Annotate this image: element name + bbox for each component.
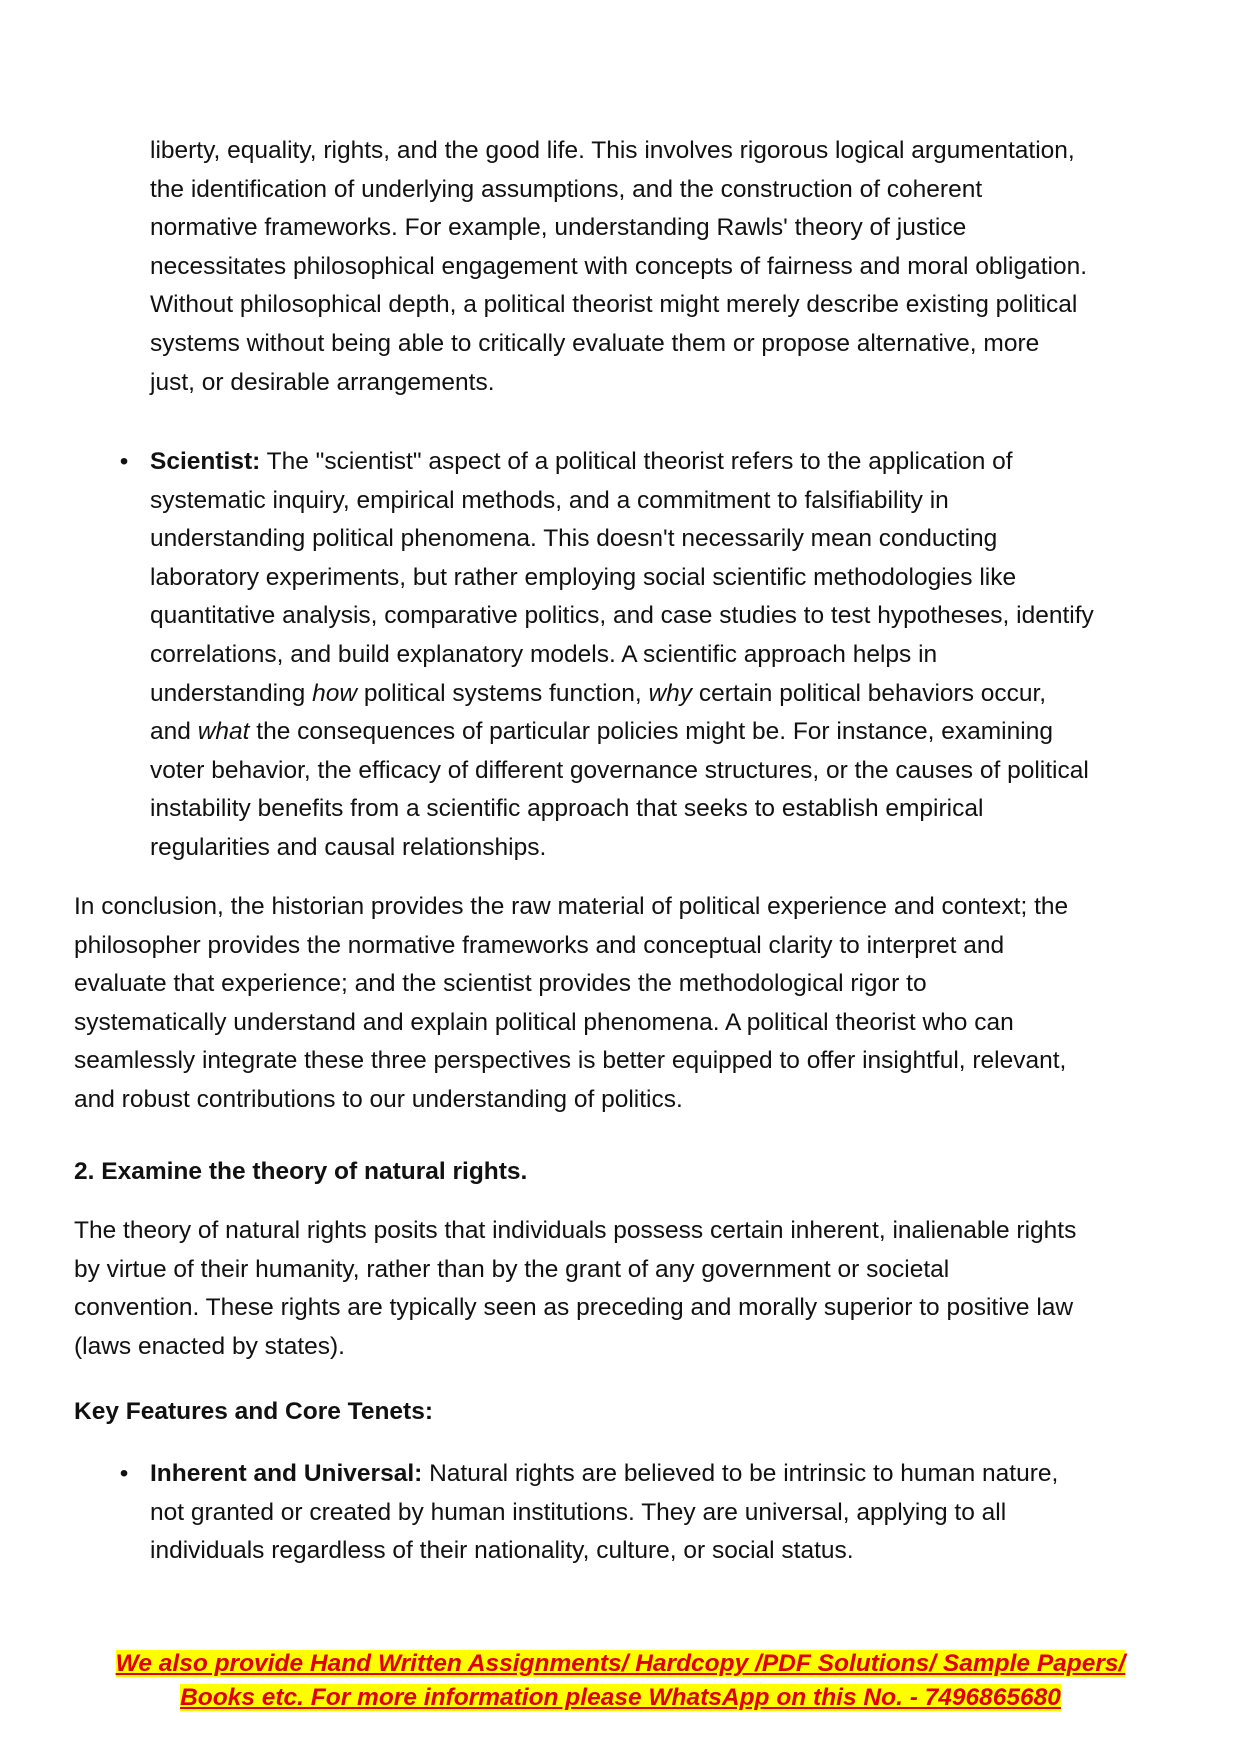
text-span: political systems function,	[357, 679, 649, 707]
emphasis-how: how	[312, 679, 358, 707]
text-line: individuals regardless of their nationality, culture, or social status.	[150, 1537, 854, 1565]
text-line: systematically understand and explain political phenomena. A political theorist who can	[74, 1008, 1014, 1036]
text-line: and robust contributions to our understanding of politics.	[74, 1085, 683, 1113]
natural-rights-intro	[74, 1212, 1190, 1366]
text-line	[150, 443, 1190, 482]
text-line: voter behavior, the efficacy of different governance structures, or the causes of political	[150, 756, 1089, 784]
text-line	[150, 1455, 1190, 1494]
bullet-text: Natural rights are believed to be intrinsic to human nature,	[422, 1460, 1059, 1487]
text-span: understanding	[150, 679, 313, 707]
text-line: The theory of natural rights posits that individuals possess certain inherent, inalienable rights	[74, 1217, 1077, 1244]
text-line: by virtue of their humanity, rather than by the grant of any government or societal	[74, 1255, 950, 1283]
text-line: convention. These rights are typically seen as preceding and morally superior to positive law	[74, 1294, 1074, 1322]
text-line	[150, 675, 1190, 714]
bullet-term: Scientist:	[150, 448, 261, 475]
text-span: certain political behaviors occur,	[692, 679, 1047, 707]
emphasis-what: what	[197, 718, 250, 746]
text-line: normative frameworks. For example, understanding Rawls' theory of justice	[150, 214, 967, 242]
text-line: laboratory experiments, but rather employing social scientific methodologies like	[150, 563, 1017, 591]
text-line: just, or desirable arrangements.	[150, 368, 495, 396]
text-line: understanding political phenomena. This doesn't necessarily mean conducting	[150, 525, 998, 553]
bullet-term: Inherent and Universal:	[150, 1460, 423, 1487]
philosopher-paragraph-continuation	[150, 132, 1190, 402]
inherent-universal-bullet-item	[119, 1455, 1190, 1571]
text-line: In conclusion, the historian provides the raw material of political experience and context; the	[74, 893, 1069, 920]
emphasis-why: why	[648, 679, 693, 707]
conclusion-paragraph	[74, 888, 1190, 1120]
text-span: and	[150, 718, 198, 746]
promo-footer	[60, 1647, 1181, 1715]
bullet-marker: •	[119, 1460, 129, 1487]
promo-line-2: Books etc. For more information please WhatsApp on this No. - 7496865680	[180, 1684, 1061, 1711]
text-line: seamlessly integrate these three perspectives is better equipped to offer insightful, relevant,	[74, 1047, 1067, 1075]
text-span: the consequences of particular policies might be. For instance, examining	[249, 718, 1053, 746]
text-line: systematic inquiry, empirical methods, and a commitment to falsifiability in	[150, 486, 949, 514]
text-line: correlations, and build explanatory models. A scientific approach helps in	[150, 640, 938, 668]
question-heading: 2. Examine the theory of natural rights.	[74, 1158, 528, 1185]
text-line: Without philosophical depth, a political theorist might merely describe existing political	[150, 291, 1078, 319]
text-line: philosopher provides the normative frameworks and conceptual clarity to interpret and	[74, 931, 1005, 959]
text-line: liberty, equality, rights, and the good life. This involves rigorous logical argumentation,	[150, 137, 1075, 164]
scientist-bullet-item	[119, 443, 1190, 868]
promo-line-1: We also provide Hand Written Assignments/ Hardcopy /PDF Solutions/ Sample Papers/	[115, 1650, 1126, 1677]
text-line: not granted or created by human institutions. They are universal, applying to all	[150, 1498, 1007, 1526]
bullet-text: The "scientist" aspect of a political theorist refers to the application of	[260, 448, 1013, 475]
text-line: evaluate that experience; and the scientist provides the methodological rigor to	[74, 970, 927, 998]
text-line: (laws enacted by states).	[74, 1332, 345, 1360]
text-line: systems without being able to critically evaluate them or propose alternative, more	[150, 329, 1040, 357]
text-line: instability benefits from a scientific approach that seeks to establish empirical	[150, 795, 984, 823]
section-heading: Key Features and Core Tenets:	[74, 1398, 433, 1425]
bullet-marker: •	[119, 448, 129, 475]
text-line: quantitative analysis, comparative politics, and case studies to test hypotheses, identify	[150, 602, 1094, 630]
text-line: the identification of underlying assumptions, and the construction of coherent	[150, 175, 983, 203]
text-line	[150, 713, 1190, 752]
text-line: regularities and causal relationships.	[150, 833, 547, 861]
text-line: necessitates philosophical engagement with concepts of fairness and moral obligation.	[150, 252, 1088, 280]
